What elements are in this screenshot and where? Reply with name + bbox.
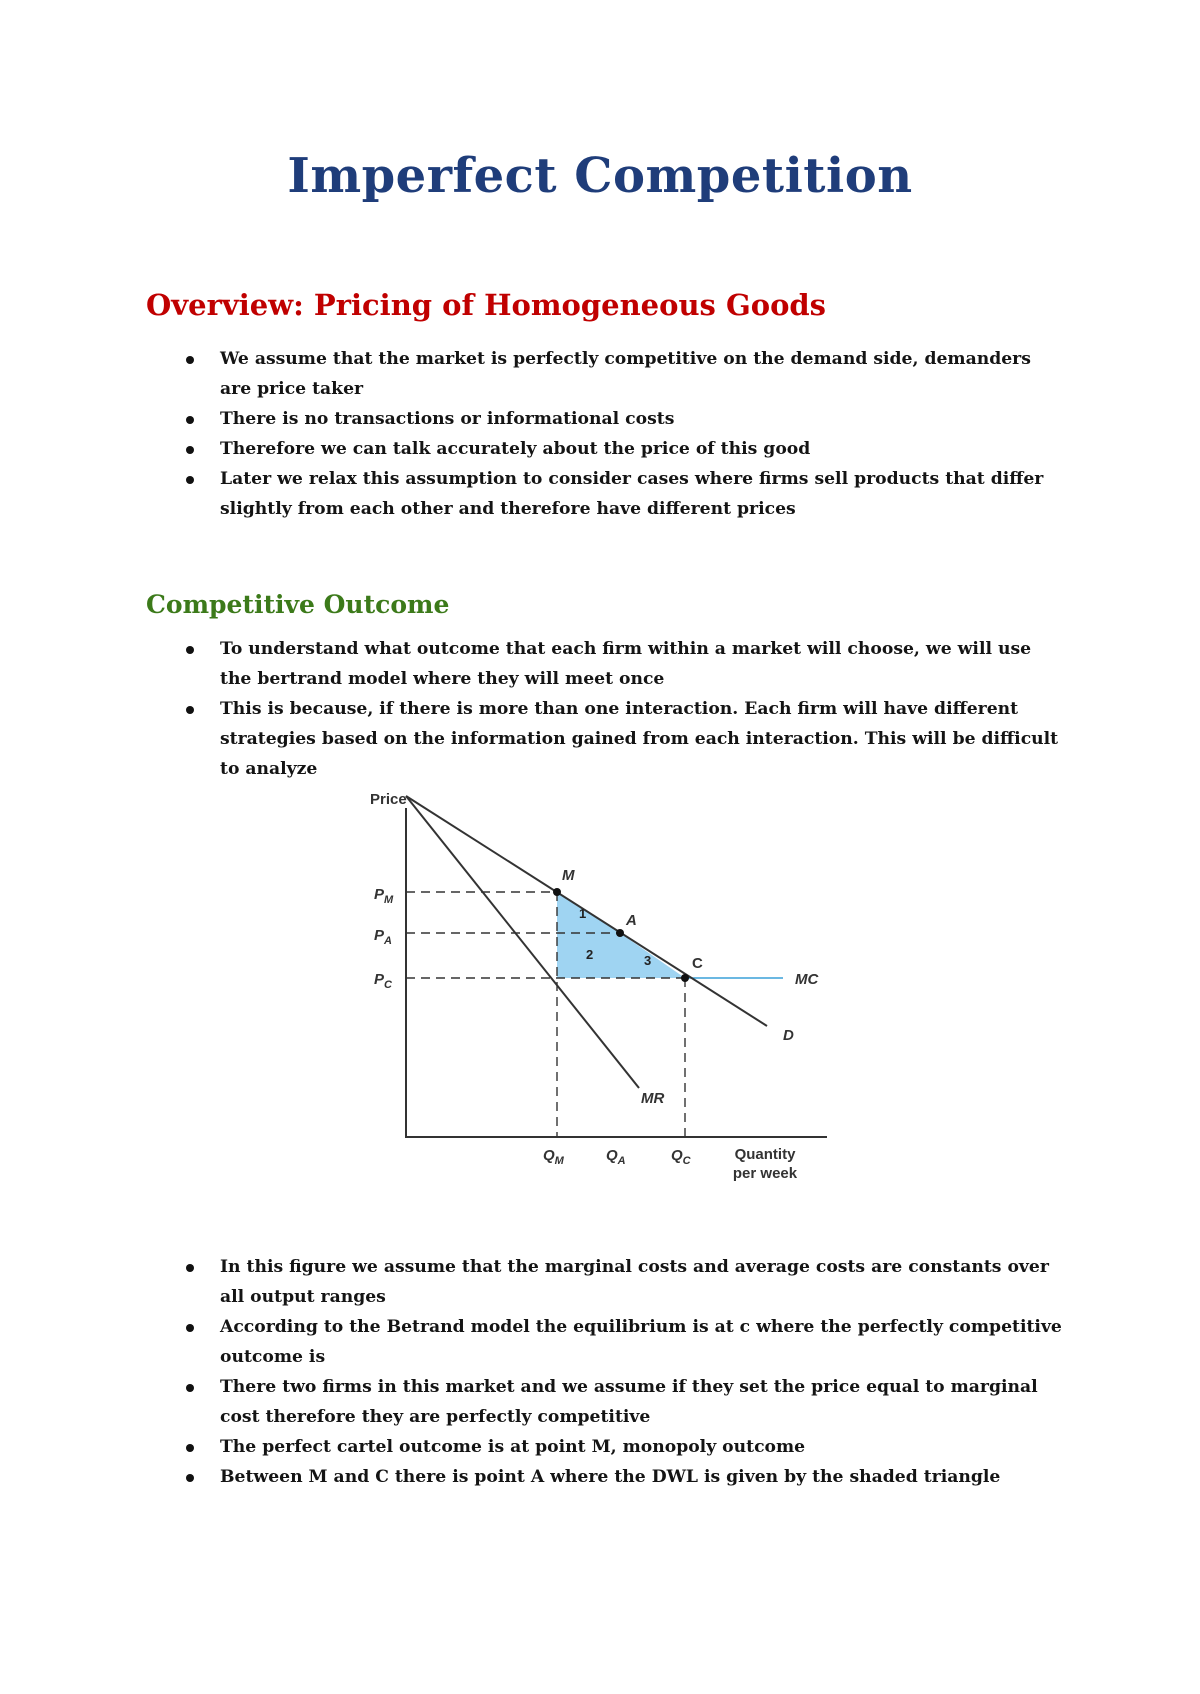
list-item-text: Later we relax this assumption to consider cases where firms sell products that differ slightly from each other and therefore have different prices — [220, 469, 1044, 519]
bullet-icon — [186, 446, 194, 454]
list-item-text: Between M and C there is point A where the DWL is given by the shaded triangle — [220, 1467, 1001, 1487]
figure-svg — [335, 788, 855, 1238]
curve-label-mr: MR — [641, 1090, 665, 1107]
list-item — [186, 434, 1066, 464]
y-axis-label: Price — [370, 791, 407, 808]
bullet-icon — [186, 1444, 194, 1452]
list-item — [186, 1372, 1066, 1432]
bullet-icon — [186, 416, 194, 424]
area-label-2: 2 — [586, 947, 594, 962]
figure-notes-bullet-list — [186, 1252, 1066, 1492]
list-item-text: This is because, if there is more than one interaction. Each firm will have different strategies based on the information gained from each interaction. This will be difficult to analyze — [220, 699, 1059, 779]
competitive-outcome-bullet-list — [186, 634, 1066, 784]
point-label-c: C — [692, 955, 703, 972]
list-item — [186, 634, 1066, 694]
list-item — [186, 1312, 1066, 1372]
bullet-icon — [186, 356, 194, 364]
bullet-icon — [186, 476, 194, 484]
curve-label-mc: MC — [795, 971, 819, 988]
list-item — [186, 1252, 1066, 1312]
bullet-icon — [186, 646, 194, 654]
quantity-label-qc: $Q_C$ — [671, 1147, 691, 1167]
bullet-icon — [186, 1324, 194, 1332]
section-heading-competitive-outcome: Competitive Outcome — [146, 590, 450, 619]
area-label-1: 1 — [579, 906, 587, 921]
overview-bullet-list — [186, 344, 1066, 524]
point-label-a: A — [626, 912, 637, 929]
list-item-text: In this figure we assume that the marginal costs and average costs are constants over all output ranges — [220, 1257, 1049, 1307]
point-a-marker — [616, 929, 624, 937]
list-item-text: To understand what outcome that each firm within a market will choose, we will use the bertrand model where they will meet once — [220, 639, 1032, 689]
quantity-label-qm: $Q_M$ — [543, 1147, 564, 1167]
x-axis-label-line1: Quantity — [734, 1146, 796, 1163]
list-item — [186, 1432, 1066, 1462]
list-item — [186, 344, 1066, 404]
list-item-text: There two firms in this market and we assume if they set the price equal to marginal cost therefore they are perfectly competitive — [220, 1377, 1038, 1427]
bullet-icon — [186, 1474, 194, 1482]
curve-label-d: D — [783, 1027, 794, 1044]
price-label-pa: $P_A$ — [374, 927, 392, 947]
price-label-pc: $P_C$ — [374, 971, 392, 991]
list-item — [186, 404, 1066, 434]
price-label-pm: $P_M$ — [374, 886, 394, 906]
list-item-text: According to the Betrand model the equilibrium is at c where the perfectly competitive outcome is — [220, 1317, 1062, 1367]
list-item — [186, 694, 1066, 784]
x-axis-label-line2: per week — [732, 1165, 798, 1182]
list-item-text: The perfect cartel outcome is at point M, monopoly outcome — [220, 1437, 806, 1457]
area-label-3: 3 — [644, 953, 652, 968]
list-item-text: There is no transactions or informational costs — [220, 409, 675, 429]
bullet-icon — [186, 1384, 194, 1392]
point-m-marker — [553, 888, 561, 896]
list-item — [186, 1462, 1066, 1492]
list-item — [186, 464, 1066, 524]
point-label-m: M — [562, 867, 575, 884]
demand-curve — [406, 796, 767, 1026]
point-c-marker — [681, 974, 689, 982]
bullet-icon — [186, 706, 194, 714]
bullet-icon — [186, 1264, 194, 1272]
page-title: Imperfect Competition — [287, 148, 913, 204]
quantity-label-qa: $Q_A$ — [606, 1147, 626, 1167]
list-item-text: Therefore we can talk accurately about the price of this good — [220, 439, 811, 459]
bertrand-figure — [335, 788, 855, 1238]
list-item-text: We assume that the market is perfectly competitive on the demand side, demanders are price taker — [220, 349, 1031, 399]
section-heading-overview: Overview: Pricing of Homogeneous Goods — [146, 288, 827, 322]
